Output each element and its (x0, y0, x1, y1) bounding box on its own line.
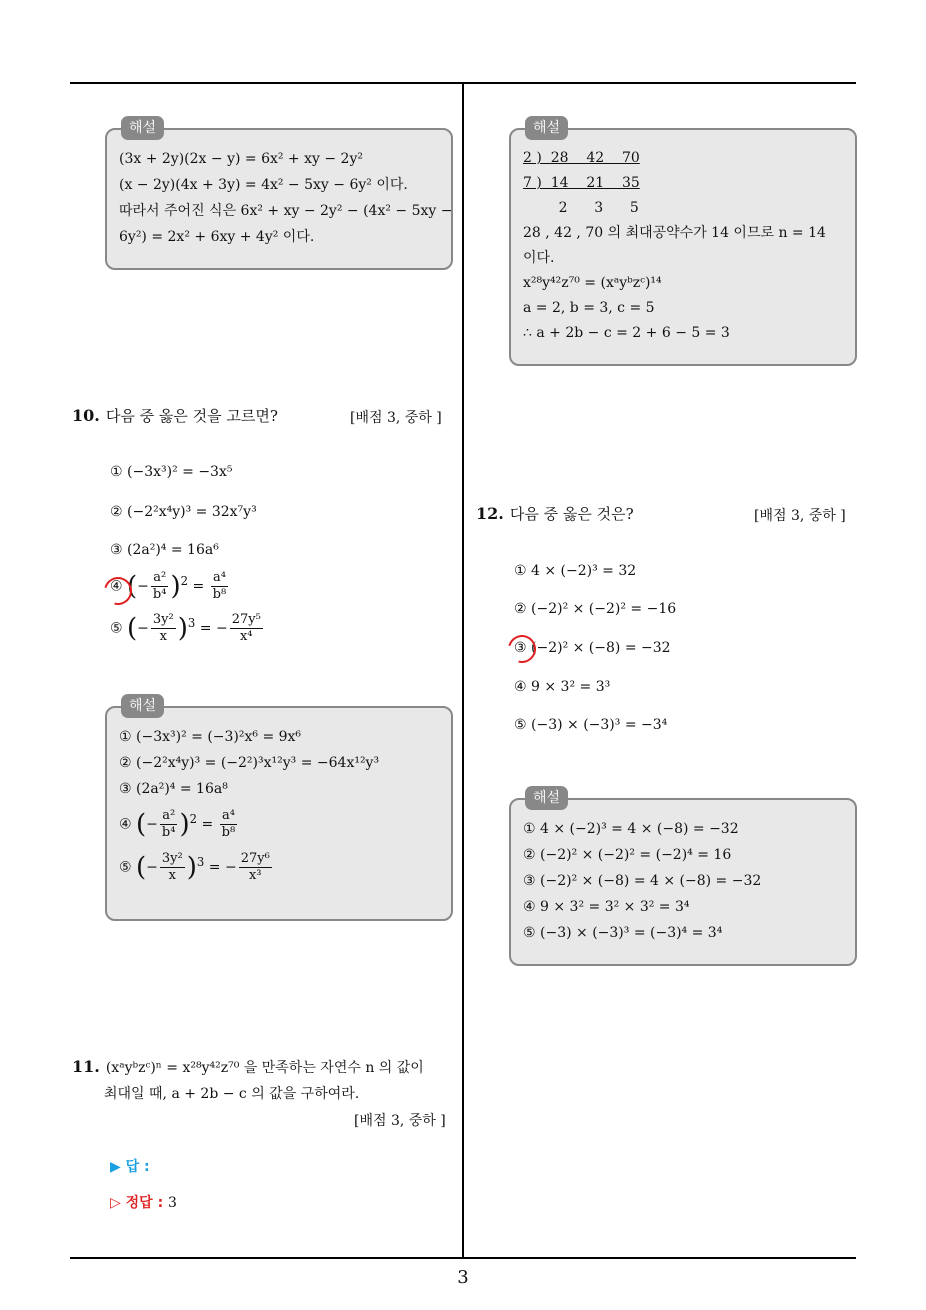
solution-line: ① 4 × (−2)³ = 4 × (−8) = −32 (523, 821, 739, 837)
numerator: 3y² (152, 612, 174, 627)
question-11-text (72, 1057, 424, 1077)
exponent: 2 (189, 812, 198, 826)
solution-line: x²⁸y⁴²z⁷⁰ = (xᵃyᵇzᶜ)¹⁴ (523, 275, 662, 291)
solution-tag: 해설 (525, 116, 568, 140)
correct-answer (110, 1192, 177, 1212)
question-number: 12. (476, 504, 504, 523)
solution-tag: 해설 (121, 116, 164, 140)
solution-line: ⑤ (−3) × (−3)³ = (−3)⁴ = 3⁴ (523, 925, 723, 941)
solution-line: a = 2, b = 3, c = 5 (523, 300, 655, 316)
exponent: 3 (196, 855, 205, 870)
q10-option-5[interactable]: ⑤ (− $\frac{\text{3y²}}{x}$ )$^3$ = − $\frac{\text{27y⁵}}{\text{x⁴}}$ (110, 612, 261, 644)
division-row: 2 3 5 (523, 200, 639, 216)
denominator: x (168, 868, 176, 884)
solution-line: 따라서 주어진 식은 6x² + xy − 2y² − (4x² − 5xy − (119, 203, 453, 219)
option-marker: ⑤ (110, 620, 123, 637)
question-number: 11. (72, 1057, 100, 1076)
q12-option-5[interactable]: ⑤ (−3) × (−3)³ = −3⁴ (514, 717, 668, 733)
answer-input-label[interactable]: ▶ 답 : (110, 1159, 150, 1175)
option-marker: ④ (110, 578, 123, 595)
solution-line: ④ 9 × 3² = 3² × 3² = 3⁴ (523, 899, 690, 915)
page-number: 3 (457, 1267, 469, 1288)
option-marker: ④ (119, 816, 132, 833)
solution-line: ② (−2²x⁴y)³ = (−2²)³x¹²y³ = −64x¹²y³ (119, 755, 380, 771)
question-12-text (476, 503, 634, 524)
solution-line: ② (−2)² × (−2)² = (−2)⁴ = 16 (523, 847, 732, 863)
question-11-meta: [배점 3, 중하 ] (354, 1113, 446, 1129)
q10-option-2[interactable]: ② (−2²x⁴y)³ = 32x⁷y³ (110, 504, 257, 520)
q10-option-3[interactable]: ③ (2a²)⁴ = 16a⁶ (110, 542, 219, 558)
division-row: 7 ) 14 21 35 (523, 175, 640, 191)
solution-line: ③ (−2)² × (−8) = 4 × (−8) = −32 (523, 873, 762, 889)
q10-option-4[interactable]: ④ (− $\frac{\text{a²}}{\text{b⁴}}$ )$^2$ = $\frac{\text{a⁴}}{\text{b⁸}}$ (110, 570, 227, 602)
q12-option-3[interactable]: ③ (−2)² × (−8) = −32 (514, 640, 671, 656)
solution-box-q11 (509, 120, 857, 366)
question-10-meta: [배점 3, 중하 ] (350, 410, 442, 426)
question-prompt: (xᵃyᵇzᶜ)ⁿ = x²⁸y⁴²z⁷⁰ 을 만족하는 자연수 n 의 값이 (105, 1060, 424, 1076)
division-row: 2 ) 28 42 70 (523, 150, 640, 166)
solution-line: ⑤ (− $\frac{\text{3y²}}{x}$ )$^3$ = − $\frac{\text{27y⁶}}{\text{x³}}$ (119, 851, 270, 884)
exponent: 3 (187, 615, 196, 630)
solution-line: (x − 2y)(4x + 3y) = 4x² − 5xy − 6y² 이다. (119, 177, 408, 193)
correct-answer-value: 3 (168, 1195, 177, 1211)
solution-line: (3x + 2y)(2x − y) = 6x² + xy − 2y² (119, 151, 363, 167)
solution-line: ③ (2a²)⁴ = 16a⁸ (119, 781, 228, 797)
numerator: a² (160, 808, 178, 825)
numerator: a⁴ (211, 570, 229, 587)
q12-option-2[interactable]: ② (−2)² × (−2)² = −16 (514, 601, 677, 617)
column-divider (462, 82, 464, 1259)
denominator: b⁸ (221, 825, 236, 841)
exponent: 2 (180, 573, 189, 588)
q12-option-4[interactable]: ④ 9 × 3² = 3³ (514, 679, 611, 695)
correct-answer-label: ▷ 정답 : (110, 1195, 164, 1211)
q10-option-1[interactable]: ① (−3x³)² = −3x⁵ (110, 464, 233, 480)
solution-box-q9 (105, 120, 453, 270)
question-prompt: 다음 중 옳은 것은? (509, 505, 634, 523)
solution-line: ∴ a + 2b − c = 2 + 6 − 5 = 3 (523, 325, 730, 341)
solution-tag: 해설 (121, 694, 164, 718)
numerator: 27y⁵ (231, 612, 261, 627)
numerator: a⁴ (220, 808, 238, 825)
denominator: x (159, 629, 167, 644)
solution-line: ④ (− $\frac{\text{a²}}{\text{b⁴}}$ )$^2$ = $\frac{\text{a⁴}}{\text{b⁸}}$ (119, 808, 236, 841)
denominator: b⁴ (161, 825, 176, 841)
option-marker: ⑤ (119, 859, 132, 876)
solution-line: 6y²) = 2x² + 6xy + 4y² 이다. (119, 229, 315, 245)
solution-box-q12 (509, 790, 857, 966)
solution-box-q10 (105, 698, 453, 921)
question-number: 10. (72, 406, 100, 425)
question-prompt: 다음 중 옳은 것을 고르면? (105, 407, 278, 425)
question-12-meta: [배점 3, 중하 ] (754, 508, 846, 524)
denominator: b⁸ (212, 587, 227, 602)
denominator: b⁴ (152, 587, 167, 602)
denominator: x⁴ (239, 629, 253, 644)
answer-circle-mark (503, 630, 541, 668)
solution-line: 28 , 42 , 70 의 최대공약수가 14 이므로 n = 14 (523, 225, 826, 241)
question-11-text-line2: 최대일 때, a + 2b − c 의 값을 구하여라. (104, 1086, 360, 1102)
q12-option-1[interactable]: ① 4 × (−2)³ = 32 (514, 563, 637, 579)
solution-tag: 해설 (525, 786, 568, 810)
question-10-text (72, 405, 278, 426)
solution-line: 이다. (523, 250, 555, 266)
solution-line: ① (−3x³)² = (−3)²x⁶ = 9x⁶ (119, 729, 302, 745)
numerator: 3y² (161, 851, 183, 867)
numerator: 27y⁶ (240, 851, 270, 867)
numerator: a² (151, 570, 169, 587)
denominator: x³ (248, 868, 262, 884)
